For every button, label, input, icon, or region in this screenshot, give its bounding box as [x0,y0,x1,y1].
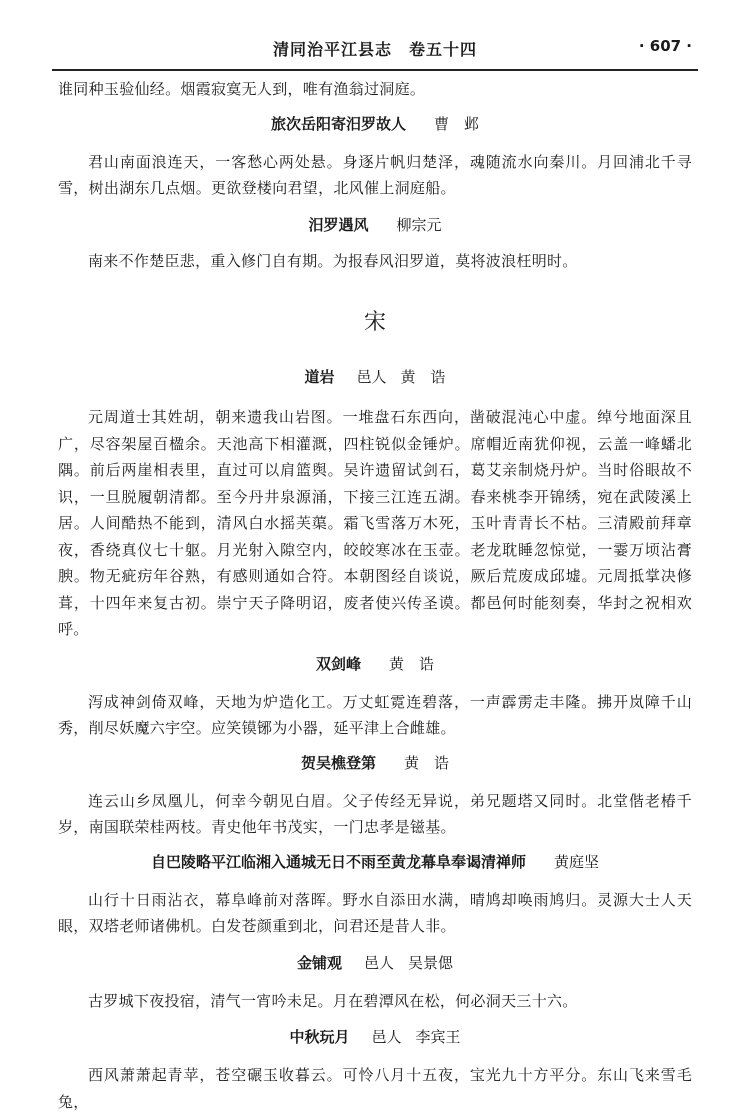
poem-title [58,214,692,236]
poem-title-text: 金铺观 [296,953,342,972]
poem-title [58,952,692,974]
poem-title-text: 双剑峰 [315,654,361,673]
poem-text: 连云山乡凤凰儿，何幸今朝见白眉。父子传经无异说，弟兄题塔又同时。北堂偕老椿千岁，南国联荣桂两枝。青史他年书茂实，一门忠孝是镃基。 [58,791,692,836]
page-body [58,76,692,1115]
poem-title [58,113,692,135]
poem-title [58,653,692,675]
poem-author: 吴景偲 [408,953,454,972]
running-title: 清同治平江县志 卷五十四 [272,40,477,59]
poem-author: 黄 诰 [389,654,435,673]
poem-text: 南来不作楚臣悲，重入修门自有期。为报春风汨罗道，莫将波浪枉明时。 [88,251,578,270]
poem-title-text: 汨罗遇风 [308,215,369,234]
poem-title [58,752,692,774]
poem-text: 西风萧萧起青苹，苍空碾玉收暮云。可怜八月十五夜，宝光九十方平分。东山飞来雪毛兔， [58,1066,692,1111]
poem-title [58,851,692,873]
poem-author: 曹 邺 [434,114,480,133]
poem-title [58,1026,692,1048]
poem-author: 黄庭坚 [554,852,600,871]
carry-over-line: 谁同种玉验仙经。烟霞寂寞无人到，唯有渔翁过洞庭。 [58,80,426,98]
poem-title-text: 道岩 [304,368,335,386]
poem-title [58,366,692,388]
page-header [52,33,698,71]
poem-text: 泻成神剑倚双峰，天地为炉造化工。万丈虹霓连碧落，一声霹雳走丰隆。拂开岚障千山秀，削尽妖魔六宇空。应笑镆铘为小器，延平津上合雌雄。 [58,692,692,737]
poem-title-text: 自巴陵略平江临湘入通城无日不雨至黄龙幕阜奉谒清禅师 [150,852,526,871]
poem-title-text: 贺吴樵登第 [300,753,376,772]
page-number: · 607 · [638,37,692,55]
poem-author: 黄 诰 [404,753,450,772]
poem-author: 柳宗元 [396,215,442,234]
poem-text: 古罗城下夜投宿，清气一宵吟未足。月在碧潭风在松，何必洞天三十六。 [88,991,578,1010]
poem-title-text: 中秋玩月 [289,1028,350,1046]
poem-text: 元周道士其姓胡，朝来遗我山岩图。一堆盘石东西向，凿破混沌心中虚。绰兮地面深且广，尽容架屋百楹余。天池高下相灌溉，四柱锐似金锤炉。席帽近南犹仰视，云盖一峰蟠北隅。前后两崖相表里，直过可以肩篮舆。吴许遗留试剑石，葛艾亲制烧丹炉。当时俗眼故不识，一旦脱履朝清都。至今丹井泉源涌，下接三江连五湖。春来桃李开锦绣，宛在武陵溪上居。人间酷热不能到，清风白水摇芙蕖。霜飞雪落万木死，玉叶青青长不枯。三清殿前拜章夜，香绕真仪七十躯。月光射入隙空内，皎皎寒冰在玉壶。老龙耽睡忽惊觉，一霎万顷沾膏腴。物无疵疠年谷熟，有感则通如合符。本朝图经自谈说，厥后荒废成邱墟。元周抵掌决修葺，十四年来复古初。崇宁天子降明诏，废者使兴传圣谟。都邑何时能刻奏，华封之祝相欢呼。 [58,408,692,638]
poem-prefix: 邑人 [356,368,387,386]
poem-prefix: 邑人 [371,1028,402,1046]
poem-author: 黄 诰 [400,368,446,386]
poem-author: 李宾王 [415,1028,461,1046]
poem-prefix: 邑人 [363,953,394,972]
poem-text: 君山南面浪连天，一客愁心两处悬。身逐片帆归楚泽，魂随流水向秦川。月回浦北千寻雪，树出湖东几点烟。更欲登楼向君望，北风催上洞庭船。 [58,152,692,197]
poem-title-text: 旅次岳阳寄汨罗故人 [270,114,406,133]
poem-text: 山行十日雨沾衣，幕阜峰前对落晖。野水自添田水满，晴鸠却唤雨鸠归。灵源大士人天眼，双塔老师诸佛机。白发苍颜重到北，问君还是昔人非。 [58,890,692,935]
dynasty-heading: 宋 [363,310,386,335]
